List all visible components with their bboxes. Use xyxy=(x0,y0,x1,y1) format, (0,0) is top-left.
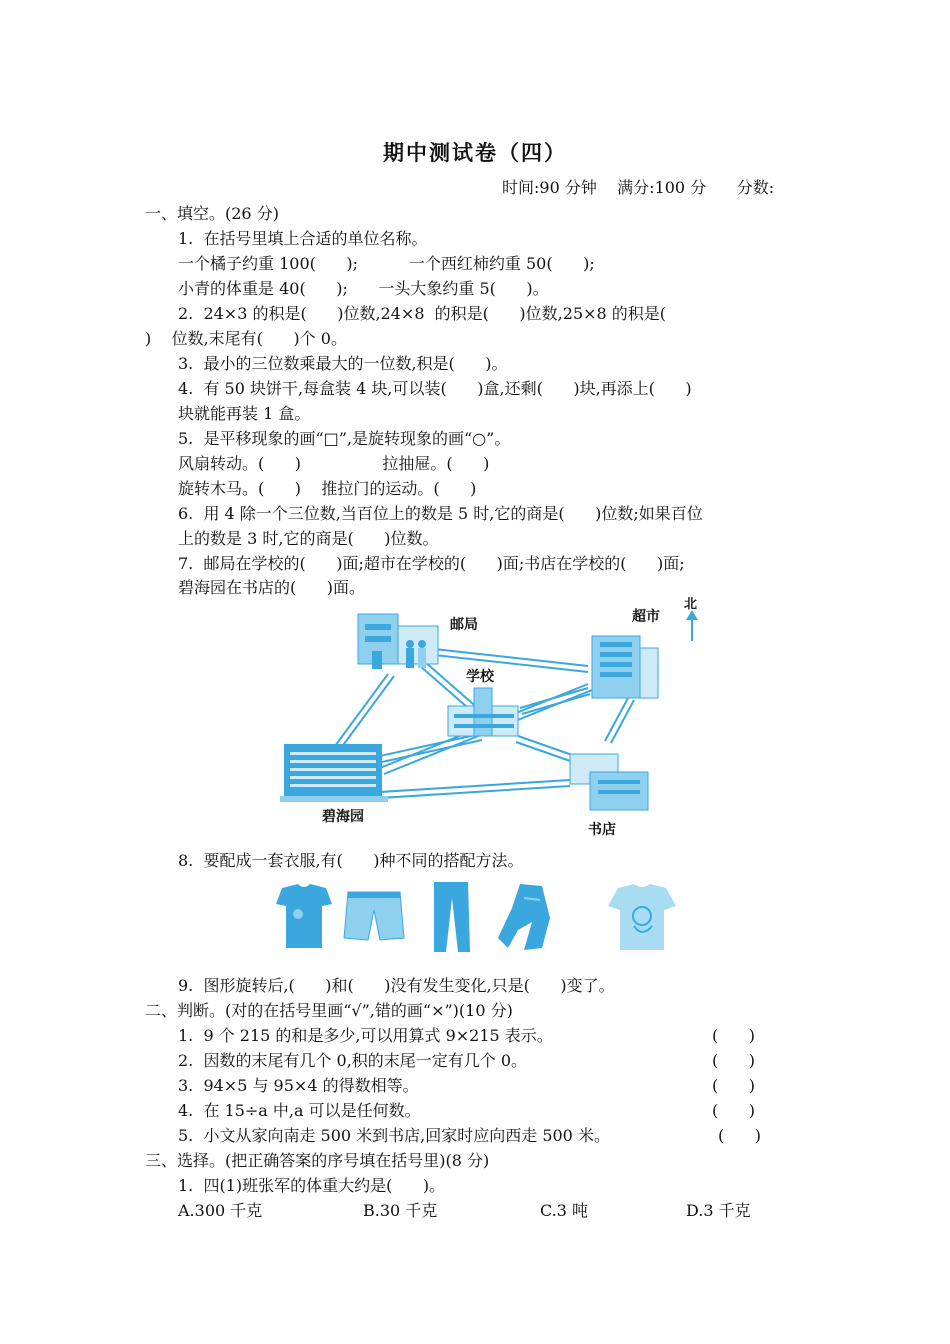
q2-line-1: 2. 24×3 的积是( )位数,24×8 的积是( )位数,25×8 的积是( xyxy=(178,304,667,323)
q4-line-1: 4. 有 50 块饼干,每盒装 4 块,可以装( )盒,还剩( )块,再添上( ) xyxy=(178,379,692,398)
exam-meta: 时间:90 分钟 满分:100 分 分数: xyxy=(502,178,775,197)
label-post-office: 邮局 xyxy=(450,617,478,633)
clothing-illustration xyxy=(262,878,722,958)
q5-prompt: 5. 是平移现象的画“□”,是旋转现象的画“○”。 xyxy=(178,429,511,448)
label-north: 北 xyxy=(684,597,698,612)
school-building xyxy=(448,688,518,736)
judge-item-2: 2. 因数的末尾有几个 0,积的末尾一定有几个 0。 xyxy=(178,1051,528,1070)
section-2-heading: 二、判断。(对的在括号里画“√”,错的画“×”)(10 分) xyxy=(145,1001,513,1020)
bookstore-building xyxy=(570,754,648,810)
supermarket-building xyxy=(592,636,658,698)
section-3-heading: 三、选择。(把正确答案的序号填在括号里)(8 分) xyxy=(145,1151,490,1170)
q3: 3. 最小的三位数乘最大的一位数,积是( )。 xyxy=(178,354,508,373)
q6-line-2: 上的数是 3 时,它的商是( )位数。 xyxy=(178,529,439,548)
label-bihaiyuan: 碧海园 xyxy=(322,809,364,825)
choice-q1: 1. 四(1)班张军的体重大约是( )。 xyxy=(178,1176,446,1195)
judge-item-3: 3. 94×5 与 95×4 的得数相等。 xyxy=(178,1076,419,1095)
label-supermarket: 超市 xyxy=(632,609,660,625)
shorts-icon xyxy=(344,892,404,940)
judge-bracket-2[interactable]: ( ) xyxy=(712,1051,755,1070)
q4-line-2: 块就能再装 1 盒。 xyxy=(178,404,311,423)
label-bookstore: 书店 xyxy=(588,822,616,838)
label-school: 学校 xyxy=(466,669,494,685)
q6-line-1: 6. 用 4 除一个三位数,当百位上的数是 5 时,它的商是( )位数;如果百位 xyxy=(178,504,703,523)
long-trousers-icon xyxy=(434,882,470,952)
q5-line-2: 旋转木马。( ) 推拉门的运动。( ) xyxy=(178,479,477,498)
option-a[interactable]: A.300 千克 xyxy=(178,1201,263,1220)
option-c[interactable]: C.3 吨 xyxy=(540,1201,589,1220)
judge-item-4: 4. 在 15÷a 中,a 可以是任何数。 xyxy=(178,1101,421,1120)
option-d[interactable]: D.3 千克 xyxy=(686,1201,751,1220)
tshirt-pattern-icon xyxy=(608,884,676,950)
section-1-heading: 一、填空。(26 分) xyxy=(145,204,279,223)
judge-bracket-1[interactable]: ( ) xyxy=(712,1026,755,1045)
q1-line-2: 小青的体重是 40( ); 一头大象约重 5( )。 xyxy=(178,279,549,298)
post-office-building xyxy=(358,614,438,669)
judge-bracket-5[interactable]: ( ) xyxy=(718,1126,761,1145)
judge-bracket-4[interactable]: ( ) xyxy=(712,1101,755,1120)
q1-prompt: 1. 在括号里填上合适的单位名称。 xyxy=(178,229,428,248)
q7-line-1: 7. 邮局在学校的( )面;超市在学校的( )面;书店在学校的( )面; xyxy=(178,554,685,573)
q8: 8. 要配成一套衣服,有( )种不同的搭配方法。 xyxy=(178,851,524,870)
north-arrow xyxy=(686,610,698,641)
q5-line-1: 风扇转动。( ) 拉抽屉。( ) xyxy=(178,454,490,473)
q2-line-2: ) 位数,末尾有( )个 0。 xyxy=(145,329,347,348)
q9: 9. 图形旋转后,( )和( )没有发生变化,只是( )变了。 xyxy=(178,976,615,995)
page-title: 期中测试卷（四） xyxy=(383,140,567,165)
judge-item-5: 5. 小文从家向南走 500 米到书店,回家时应向西走 500 米。 xyxy=(178,1126,610,1145)
jeans-folded-icon xyxy=(498,884,550,950)
tshirt-blue-icon xyxy=(276,884,332,948)
q1-line-1: 一个橘子约重 100( ); 一个西红柿约重 50( ); xyxy=(178,254,595,273)
option-b[interactable]: B.30 千克 xyxy=(363,1201,438,1220)
location-map xyxy=(270,596,730,841)
q7-line-2: 碧海园在书店的( )面。 xyxy=(178,578,366,597)
bihaiyuan-building xyxy=(280,744,388,802)
judge-bracket-3[interactable]: ( ) xyxy=(712,1076,755,1095)
judge-item-1: 1. 9 个 215 的和是多少,可以用算式 9×215 表示。 xyxy=(178,1026,553,1045)
